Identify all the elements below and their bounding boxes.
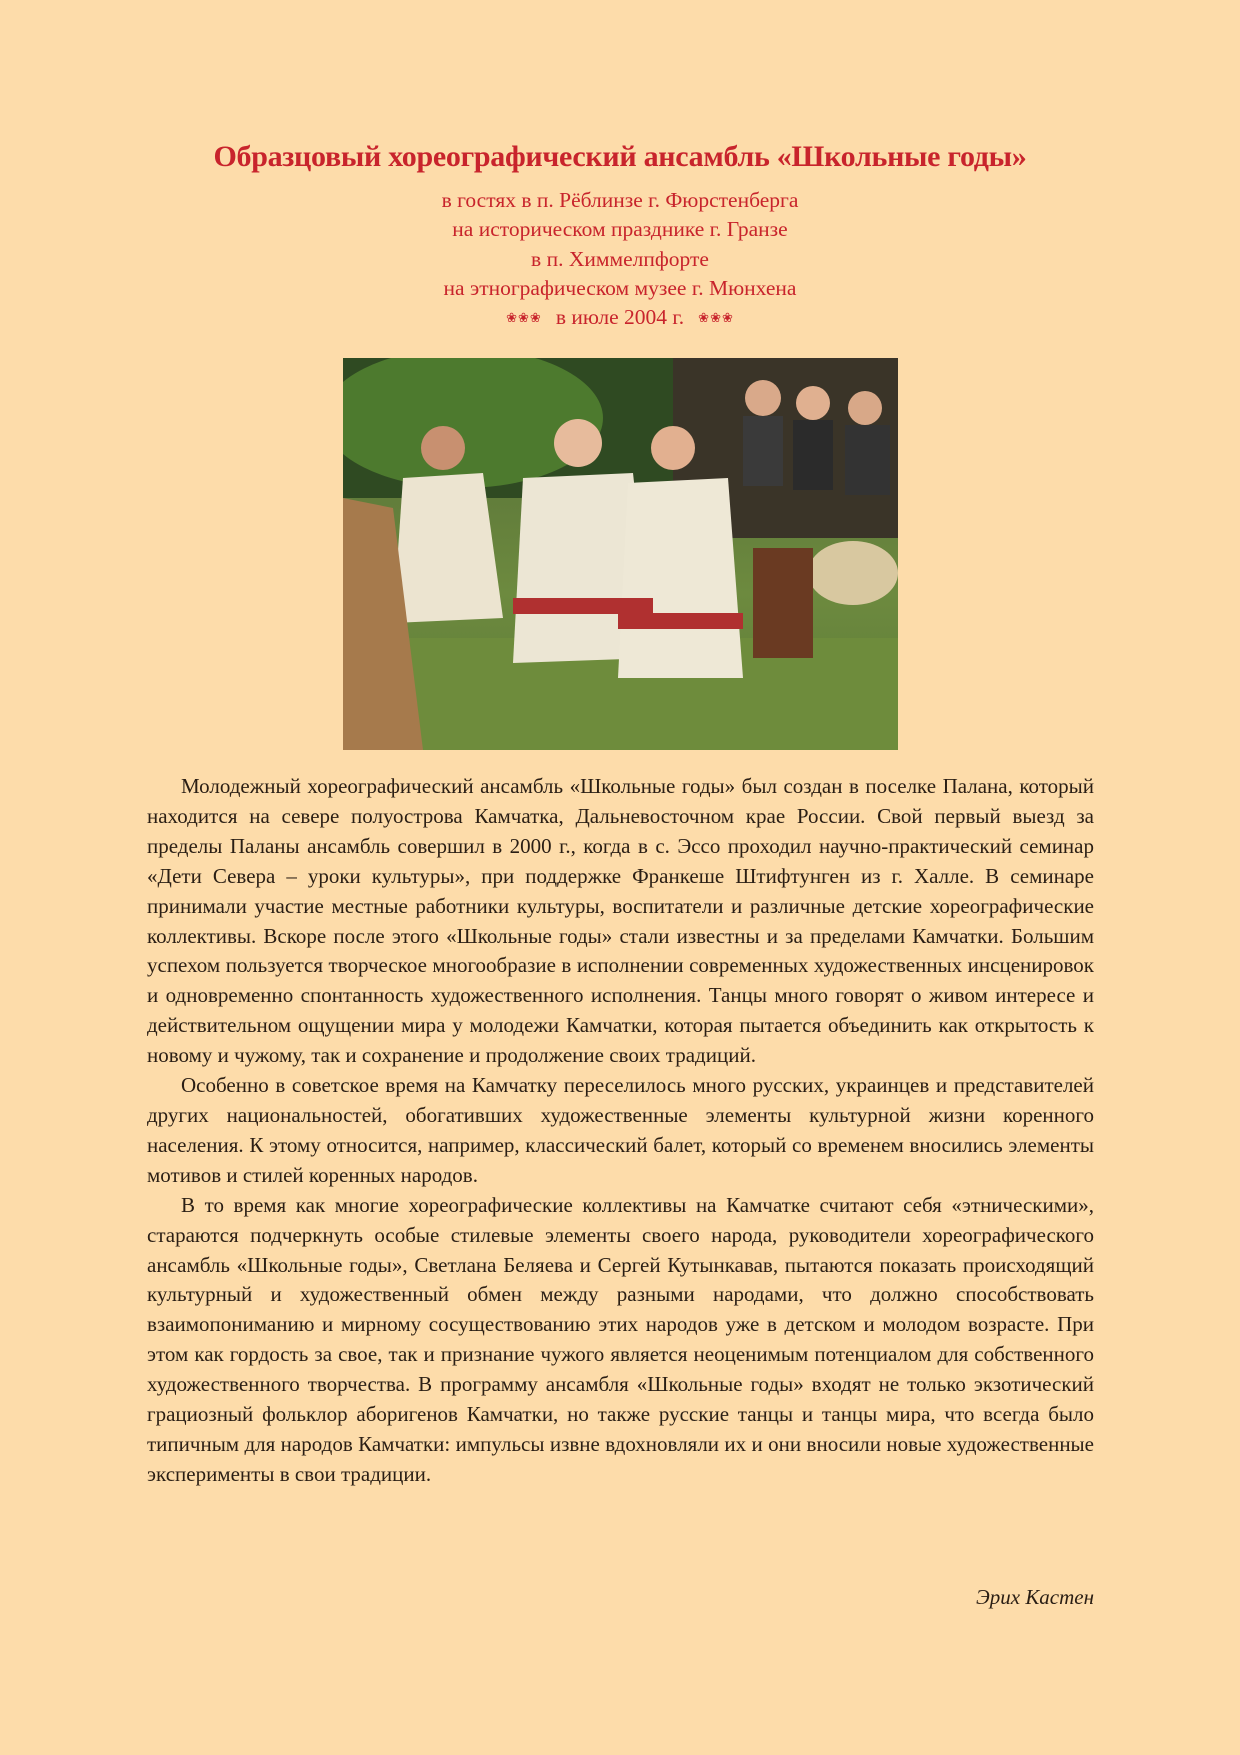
dancers-photo [343, 358, 898, 750]
date-line [0, 303, 1240, 332]
author-signature: Эрих Кастен [976, 1585, 1094, 1609]
subtitle-block [0, 186, 1240, 332]
paragraph: В то время как многие хореографические коллективы на Камчатке считают себя «этническими», стараются подчеркнуть особые стилевые элементы своего народа, руководители хореографического ансамбль «Школьные годы», Светлана Беляева и Сергей Кутынкавав, пытаются показать происходящий культурный и художественный обмен между разными народами, что должно способствовать взаимопониманию и мирному сосуществованию этих народов уже в детском и молодом возрасте. При этом как гордость за свое, так и признание чужого является неоценимым потенциалом для собственного художественного творчества. В программу ансамбля «Школьные годы» входят не только экзотический грациозный фольклор аборигенов Камчатки, но также русские танцы и танцы мира, что всегда было типичным для народов Камчатки: импульсы извне вдохновляли их и они вносили новые художественные эксперименты в свои традиции. [147, 1192, 1094, 1486]
page-title: Образцовый хореографический ансамбль «Школьные годы» [213, 140, 1027, 173]
article-body [147, 772, 1094, 1490]
subtitle-line: в п. Химмелпфорте [531, 246, 709, 271]
subtitle-line: в гостях в п. Рёблинзе г. Фюрстенберга [441, 188, 799, 212]
paragraph: Молодежный хореографический ансамбль «Школьные годы» был создан в поселке Палана, который находится на севере полуострова Камчатка, Дальневосточном крае России. Свой первый выезд за пределы Паланы ансамбль совершил в 2000 г., когда в с. Эссо проходил научно-практический семинар «Дети Севера – уроки культуры», при поддержке Франкеше Штифтунген из г. Халле. В семинаре принимали участие местные работники культуры, воспитатели и различные детские хореографические коллективы. Вскоре после этого «Школьные годы» стали известны и за пределами Камчатки. Большим успехом пользуется творческое многообразие в исполнении современных художественных инсценировок и одновременно спонтанность художественного исполнения. Танцы много говорят о живом интересе и действительном ощущении мира у молодежи Камчатки, которая пытается объединить как открытость к новому и чужому, так и сохранение и продолжение своих традиций. [147, 774, 1094, 1068]
ornament-icon: ❀❀❀ [698, 310, 734, 326]
subtitle-line: на этнографическом музее г. Мюнхена [443, 275, 797, 300]
dancers-photo-icon [343, 358, 898, 750]
paragraph: Особенно в советское время на Камчатку переселилось много русских, украинцев и представителей других национальностей, обогативших художественные элементы культурной жизни коренного населения. К этому относится, например, классический балет, который со временем вносились элементы мотивов и стилей коренных народов. [147, 1073, 1094, 1187]
ornament-icon: ❀❀❀ [506, 310, 542, 326]
date-text: в июле 2004 г. [555, 305, 685, 330]
subtitle-line: на историческом празднике г. Гранзе [452, 217, 788, 242]
